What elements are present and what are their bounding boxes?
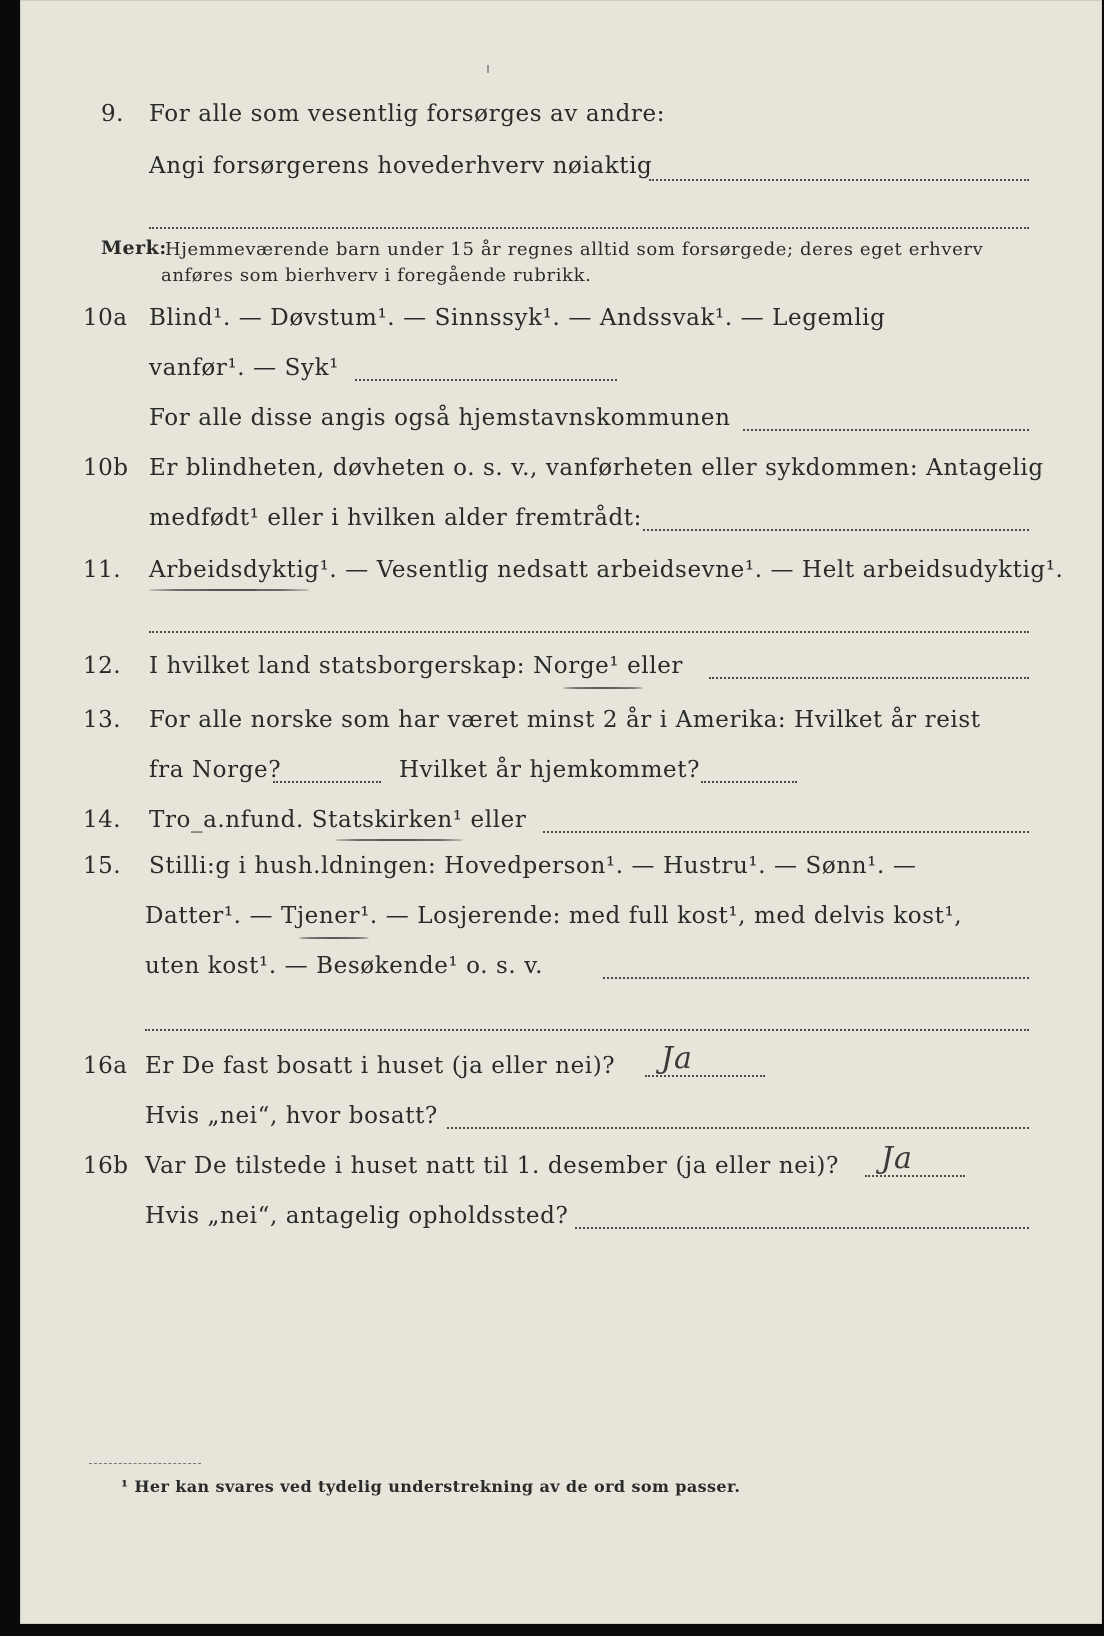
underline-statskirken (335, 839, 463, 841)
religion-field[interactable] (543, 831, 1029, 833)
question-10a-text-line1: Blind¹. — Døvstum¹. — Sinnssyk¹. — Andssvak¹. — Legemlig (149, 305, 886, 331)
question-11-text: Arbeidsdyktig¹. — Vesentlig nedsatt arbeidsevne¹. — Helt arbeidsudyktig¹. (149, 557, 1064, 583)
resident-answer-field[interactable] (645, 1075, 765, 1077)
question-10a-home-municipality-label: For alle disse angis også hjemstavnskommunen (149, 405, 731, 431)
note-text-line1: Hjemmeværende barn under 15 år regnes alltid som forsørgede; deres eget erhverv (165, 239, 984, 260)
present-answer-field[interactable] (865, 1175, 965, 1177)
question-number-15: 15. (83, 853, 122, 879)
question-13-text: For alle norske som har været minst 2 år i Amerika: Hvilket år reist (149, 707, 981, 733)
note-label: Merk: (101, 237, 167, 259)
question-number-13: 13. (83, 707, 122, 733)
question-number-16a: 16a (83, 1053, 128, 1079)
onset-age-field[interactable] (643, 529, 1029, 531)
underline-tjener (299, 937, 369, 939)
margin-mark (487, 65, 489, 73)
census-form-page (20, 0, 1102, 1624)
question-number-16b: 16b (83, 1153, 129, 1179)
question-13-return-label: Hvilket år hjemkommet? (399, 757, 701, 783)
home-municipality-field[interactable] (743, 429, 1029, 431)
work-capacity-field[interactable] (149, 631, 1029, 633)
question-13-departure-label: fra Norge? (149, 757, 282, 783)
departure-year-field[interactable] (273, 781, 381, 783)
question-15-text-line3: uten kost¹. — Besøkende¹ o. s. v. (145, 953, 544, 979)
footnote-rule (89, 1463, 201, 1464)
note-text-line2: anføres som bierhverv i foregående rubrikk. (161, 265, 592, 286)
question-16b-whereabouts-label: Hvis „nei“, antagelig opholdssted? (145, 1203, 569, 1229)
answer-16a-handwritten: Ja (661, 1041, 693, 1076)
question-16b-text: Var De tilstede i huset natt til 1. desember (ja eller nei)? (145, 1153, 839, 1179)
question-number-12: 12. (83, 653, 122, 679)
question-10a-text-line2: vanfør¹. — Syk¹ (149, 355, 339, 381)
question-number-10a: 10a (83, 305, 128, 331)
question-16a-residence-label: Hvis „nei“, hvor bosatt? (145, 1103, 438, 1129)
return-year-field[interactable] (701, 781, 797, 783)
question-number-14: 14. (83, 807, 122, 833)
question-10b-text-line2: medfødt¹ eller i hvilken alder fremtrådt: (149, 505, 642, 531)
question-number-9: 9. (101, 101, 124, 127)
household-position-field-cont[interactable] (145, 1029, 1029, 1031)
question-9-text: For alle som vesentlig forsørges av andre: (149, 101, 666, 127)
question-10b-text-line1: Er blindheten, døvheten o. s. v., vanførheten eller sykdommen: Antagelig (149, 455, 1044, 481)
question-16a-text: Er De fast bosatt i huset (ja eller nei)? (145, 1053, 616, 1079)
answer-16b-handwritten: Ja (881, 1141, 913, 1176)
footnote: ¹ Her kan svares ved tydelig understrekning av de ord som passer. (121, 1477, 741, 1496)
question-9-provider-occupation-label: Angi forsørgerens hovederhverv nøiaktig (149, 153, 653, 179)
question-15-text-line1: Stilli:g i hush.ldningen: Hovedperson¹. — Hustru¹. — Sønn¹. — (149, 853, 917, 879)
question-number-11: 11. (83, 557, 122, 583)
question-14-text: Tro_a.nfund. Statskirken¹ eller (149, 807, 527, 833)
question-12-text: I hvilket land statsborgerskap: Norge¹ eller (149, 653, 684, 679)
provider-occupation-field-cont[interactable] (149, 227, 1029, 229)
disability-field[interactable] (355, 379, 617, 381)
question-number-10b: 10b (83, 455, 129, 481)
citizenship-field[interactable] (709, 677, 1029, 679)
residence-field[interactable] (447, 1127, 1029, 1129)
underline-norge (563, 687, 643, 689)
underline-arbeidsdyktig (149, 589, 309, 591)
whereabouts-field[interactable] (575, 1227, 1029, 1229)
household-position-field[interactable] (603, 977, 1029, 979)
provider-occupation-field[interactable] (649, 179, 1029, 181)
question-15-text-line2: Datter¹. — Tjener¹. — Losjerende: med full kost¹, med delvis kost¹, (145, 903, 963, 929)
